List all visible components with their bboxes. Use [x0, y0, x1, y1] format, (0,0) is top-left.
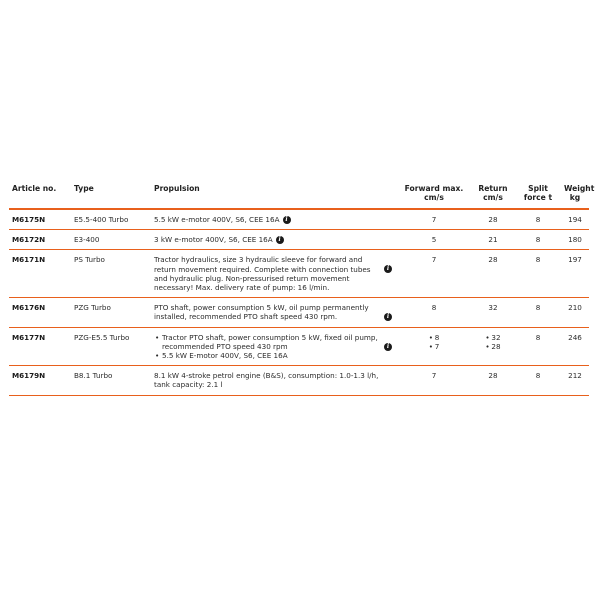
cell-propulsion — [151, 209, 397, 230]
header-propulsion: Propulsion — [151, 181, 397, 209]
cell-type: B8.1 Turbo — [71, 366, 151, 395]
propulsion-text: 8.1 kW 4-stroke petrol engine (B&S), consumption: 1.0-1.3 l/h, tank capacity: 2.1 l — [154, 371, 379, 390]
info-icon[interactable]: i — [276, 236, 284, 244]
cell-forward: 7 — [397, 366, 471, 395]
propulsion-text: 3 kW e-motor 400V, S6, CEE 16A — [154, 235, 273, 245]
info-icon[interactable]: i — [384, 343, 392, 351]
header-type: Type — [71, 181, 151, 209]
cell-forward: 7 — [397, 209, 471, 230]
cell-article: M6176N — [9, 298, 71, 327]
cell-article: M6171N — [9, 250, 71, 298]
cell-article: M6177N — [9, 327, 71, 366]
cell-propulsion — [151, 250, 397, 298]
table-row — [9, 250, 589, 298]
table-row — [9, 298, 589, 327]
header-return: Return cm/s — [471, 181, 515, 209]
cell-article: M6172N — [9, 230, 71, 250]
cell-return: 28 — [471, 366, 515, 395]
cell-weight: 246 — [561, 327, 589, 366]
return-list-item: • 28 — [485, 342, 500, 351]
forward-list-item: • 7 — [429, 342, 440, 351]
header-article: Article no. — [9, 181, 71, 209]
info-icon[interactable]: i — [384, 265, 392, 273]
cell-type: E3-400 — [71, 230, 151, 250]
cell-article: M6175N — [9, 209, 71, 230]
header-forward: Forward max. cm/s — [397, 181, 471, 209]
table-row — [9, 230, 589, 250]
header-weight: Weight kg — [561, 181, 589, 209]
cell-type: PZG-E5.5 Turbo — [71, 327, 151, 366]
cell-weight: 212 — [561, 366, 589, 395]
product-spec-table — [9, 181, 595, 396]
cell-forward: 8 — [397, 298, 471, 327]
cell-forward — [397, 327, 471, 366]
table-row — [9, 366, 589, 395]
forward-list — [429, 333, 440, 351]
cell-return: 32 — [471, 298, 515, 327]
cell-type: E5.5-400 Turbo — [71, 209, 151, 230]
cell-split-force: 8 — [515, 230, 561, 250]
cell-split-force: 8 — [515, 366, 561, 395]
cell-return: 21 — [471, 230, 515, 250]
product-table-container — [9, 181, 595, 396]
cell-forward: 5 — [397, 230, 471, 250]
cell-type: PZG Turbo — [71, 298, 151, 327]
table-row — [9, 209, 589, 230]
propulsion-text: PTO shaft, power consumption 5 kW, oil pump permanently installed, recommended PTO shaft speed 430 rpm. — [154, 303, 369, 322]
table-row — [9, 327, 589, 366]
cell-propulsion — [151, 298, 397, 327]
forward-list-item: • 8 — [429, 333, 440, 342]
propulsion-list — [154, 333, 384, 361]
cell-article: M6179N — [9, 366, 71, 395]
cell-weight: 197 — [561, 250, 589, 298]
propulsion-list-item: • Tractor PTO shaft, power consumption 5 kW, fixed oil pump, recommended PTO speed 430 rpm — [154, 333, 384, 351]
cell-weight: 180 — [561, 230, 589, 250]
return-list — [485, 333, 500, 351]
header-split-force: Split force t — [515, 181, 561, 209]
table-header-row — [9, 181, 589, 209]
info-icon[interactable]: i — [384, 313, 392, 321]
cell-return — [471, 327, 515, 366]
cell-split-force: 8 — [515, 250, 561, 298]
return-list-item: • 32 — [485, 333, 500, 342]
cell-split-force: 8 — [515, 298, 561, 327]
cell-weight: 194 — [561, 209, 589, 230]
cell-split-force: 8 — [515, 327, 561, 366]
info-icon[interactable]: i — [283, 216, 291, 224]
propulsion-list-item: • 5.5 kW E-motor 400V, S6, CEE 16A — [154, 351, 384, 360]
cell-propulsion — [151, 230, 397, 250]
cell-return: 28 — [471, 250, 515, 298]
cell-propulsion — [151, 327, 397, 366]
cell-weight: 210 — [561, 298, 589, 327]
propulsion-text: 5.5 kW e-motor 400V, S6, CEE 16A — [154, 215, 280, 224]
cell-forward: 7 — [397, 250, 471, 298]
cell-propulsion — [151, 366, 397, 395]
propulsion-text: Tractor hydraulics, size 3 hydraulic sleeve for forward and return movement required. Complete with connection tubes and hydraulic plug. Non-pressurised return movement necessary! Max. delivery rate of pump: 16 l/min. — [154, 255, 371, 293]
cell-type: PS Turbo — [71, 250, 151, 298]
cell-split-force: 8 — [515, 209, 561, 230]
cell-return: 28 — [471, 209, 515, 230]
